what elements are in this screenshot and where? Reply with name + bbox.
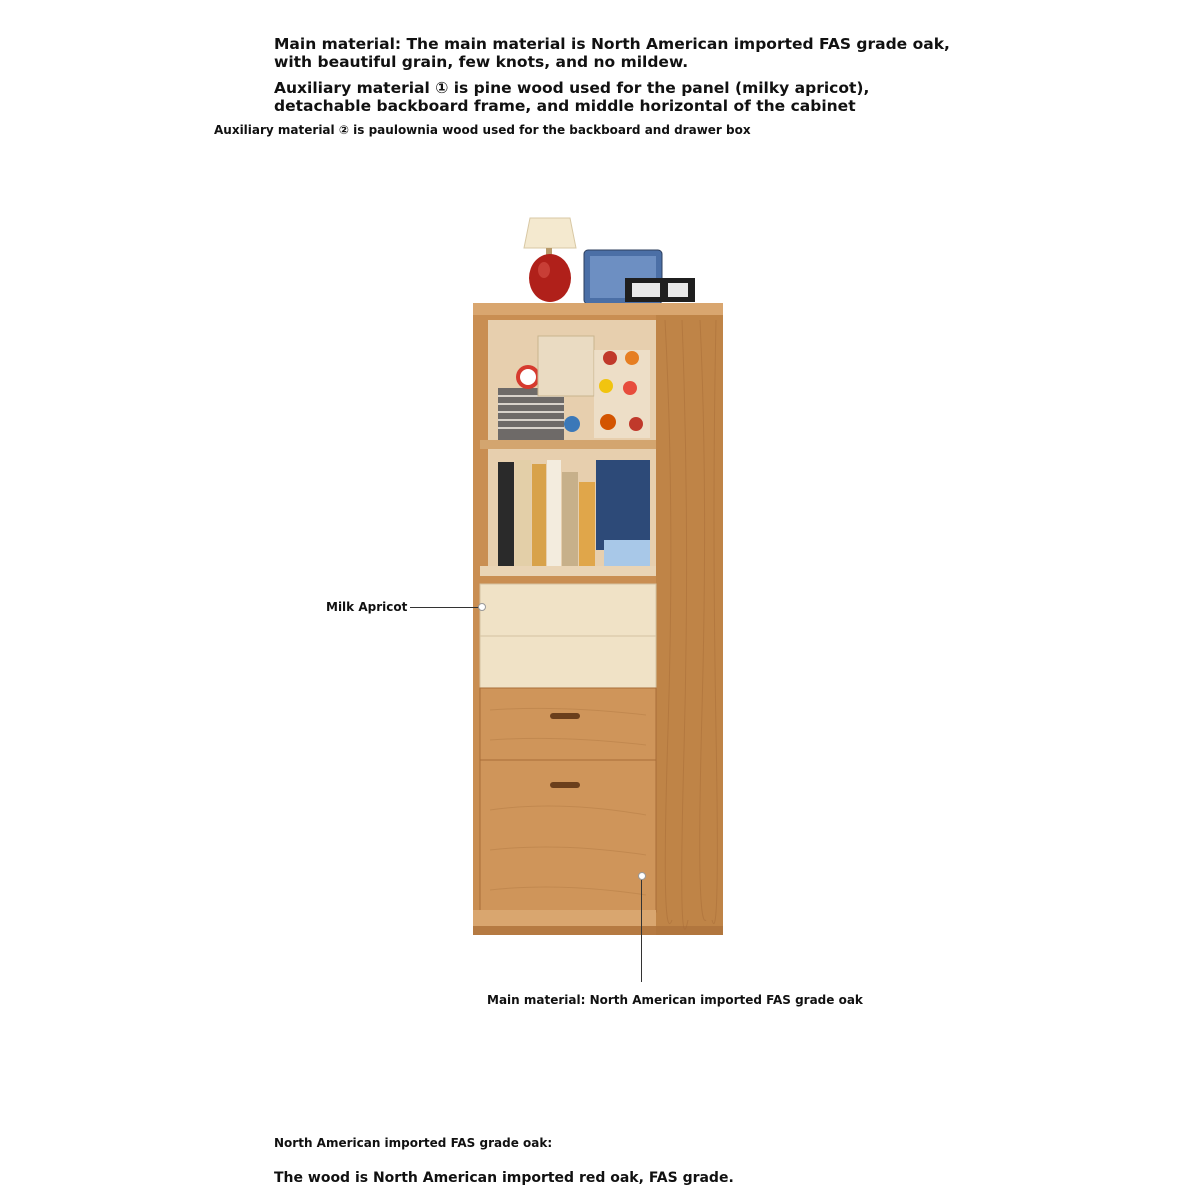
main-material-leader-line [641,880,642,982]
table-lamp [524,218,576,302]
door-handle [550,782,580,788]
auxiliary-material-2-description: Auxiliary material ② is paulownia wood used for the backboard and drawer box [214,123,751,137]
desk-clock [625,278,695,302]
auxiliary-material-1-description: Auxiliary material ① is pine wood used for the panel (milky apricot), detachable backboard frame, and middle horizontal of the cabinet [274,79,870,115]
milk-apricot-drawer-2 [480,636,656,694]
standing-book [538,336,594,396]
footer-body: The wood is North American imported red oak, FAS grade. [274,1170,734,1186]
main-material-label: Main material: North American imported FAS grade oak [487,993,863,1007]
milk-apricot-label: Milk Apricot [326,600,408,614]
milk-apricot-drawer-1 [480,584,656,640]
main-material-marker [638,872,646,880]
milk-apricot-marker [478,603,486,611]
main-material-description: Main material: The main material is North American imported FAS grade oak, with beautiful grain, few knots, and no mildew. [274,35,950,71]
bookcase-cabinet-illustration [460,210,740,950]
footer-heading: North American imported FAS grade oak: [274,1136,553,1150]
milk-apricot-leader-line [410,607,484,608]
alarm-clock [516,365,540,389]
drawer-handle [550,713,580,719]
book-row [498,460,650,566]
